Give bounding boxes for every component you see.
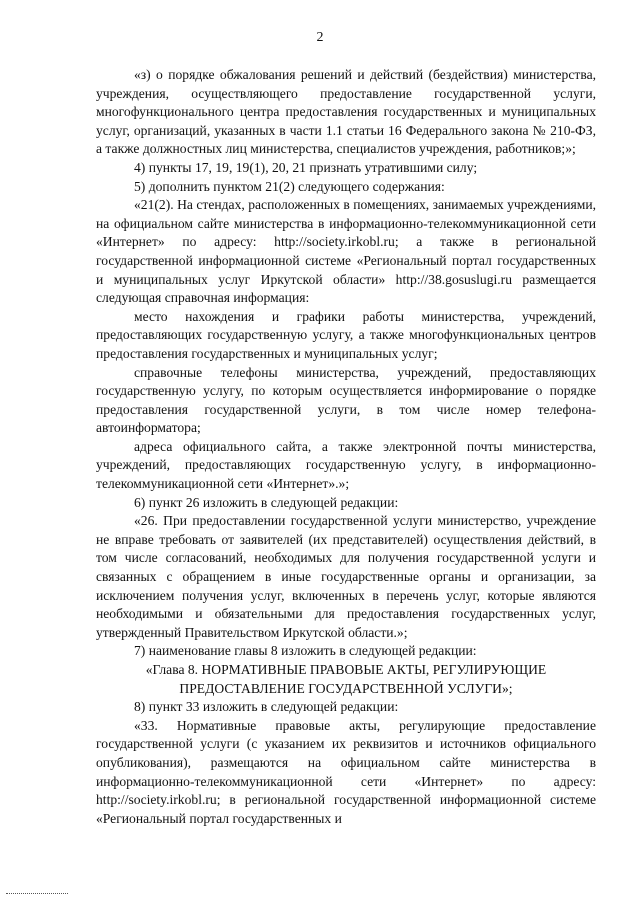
footer-divider [6, 893, 68, 894]
paragraph-site-addresses: адреса официального сайта, а также электронной почты министерства, учреждений, предоставляющих государственную услугу, в информационно-телекоммуникационной сети «Интернет».»; [96, 438, 596, 492]
paragraph-reference-phones: справочные телефоны министерства, учреждений, предоставляющих государственную услугу, по которым осуществляется информирование о порядке предоставления государственной услуги, в том числе номер телефона-автоинформатора; [96, 364, 596, 436]
paragraph-appeal-procedure: «з) о порядке обжалования решений и действий (бездействия) министерства, учреждения, осуществляющего предоставление государственной услуги, многофункционального центра предоставления государственных и муниципальных услуг, организаций, указанных в части 1.1 статьи 16 Федерального закона № 210-ФЗ, а также должностных лиц министерства, специалистов учреждения, работников;»; [96, 67, 596, 157]
paragraph-item-5: 5) дополнить пунктом 21(2) следующего содержания: [134, 178, 445, 194]
paragraph-item-7: 7) наименование главы 8 изложить в следующей редакции: [134, 643, 477, 659]
document-body [96, 66, 596, 828]
paragraph-item-8: 8) пункт 33 изложить в следующей редакции: [134, 699, 399, 715]
paragraph-item-4: 4) пункты 17, 19, 19(1), 20, 21 признать утратившими силу; [134, 159, 478, 175]
paragraph-clause-26: «26. При предоставлении государственной услуги министерство, учреждение не вправе требовать от заявителей (их представителей) осуществления действий, в том числе согласований, необходимых для получения государственной услуги и связанных с обращением в иные государственные органы и организации, за исключением получения услуг, включенных в перечень услуг, которые являются необходимыми и обязательными для предоставления государственных услуг, утвержденный Правительством Иркутской области.»; [96, 513, 596, 640]
paragraph-clause-33: «33. Нормативные правовые акты, регулирующие предоставление государственной услуги (с указанием их реквизитов и источников официального опубликования), размещаются на официальном сайте министерства в информационно-телекоммуникационной сети «Интернет» по адресу: http://society.irkobl.ru; в региональной государственной информационной системе «Региональный портал государственных и [96, 717, 596, 826]
chapter-8-heading: «Глава 8. НОРМАТИВНЫЕ ПРАВОВЫЕ АКТЫ, РЕГУЛИРУЮЩИЕ ПРЕДОСТАВЛЕНИЕ ГОСУДАРСТВЕННОЙ УСЛУГИ»; [145, 662, 547, 696]
paragraph-location-schedule: место нахождения и графики работы министерства, учреждений, предоставляющих государственную услугу, а также многофункциональных центров предоставления государственных и муниципальных услуг; [96, 308, 596, 361]
paragraph-item-6: 6) пункт 26 изложить в следующей редакции: [134, 494, 399, 510]
page-number: 2 [316, 30, 324, 45]
paragraph-clause-21-2: «21(2). На стендах, расположенных в помещениях, занимаемых учреждениями, на официальном сайте министерства в информационно-телекоммуникационной сети «Интернет» по адресу: http://society.irkobl.ru; а также в региональной государственной информационной системе «Региональный портал государственных и муниципальных услуг Иркутской области» http://38.gosuslugi.ru размещается следующая справочная информация: [96, 197, 596, 306]
